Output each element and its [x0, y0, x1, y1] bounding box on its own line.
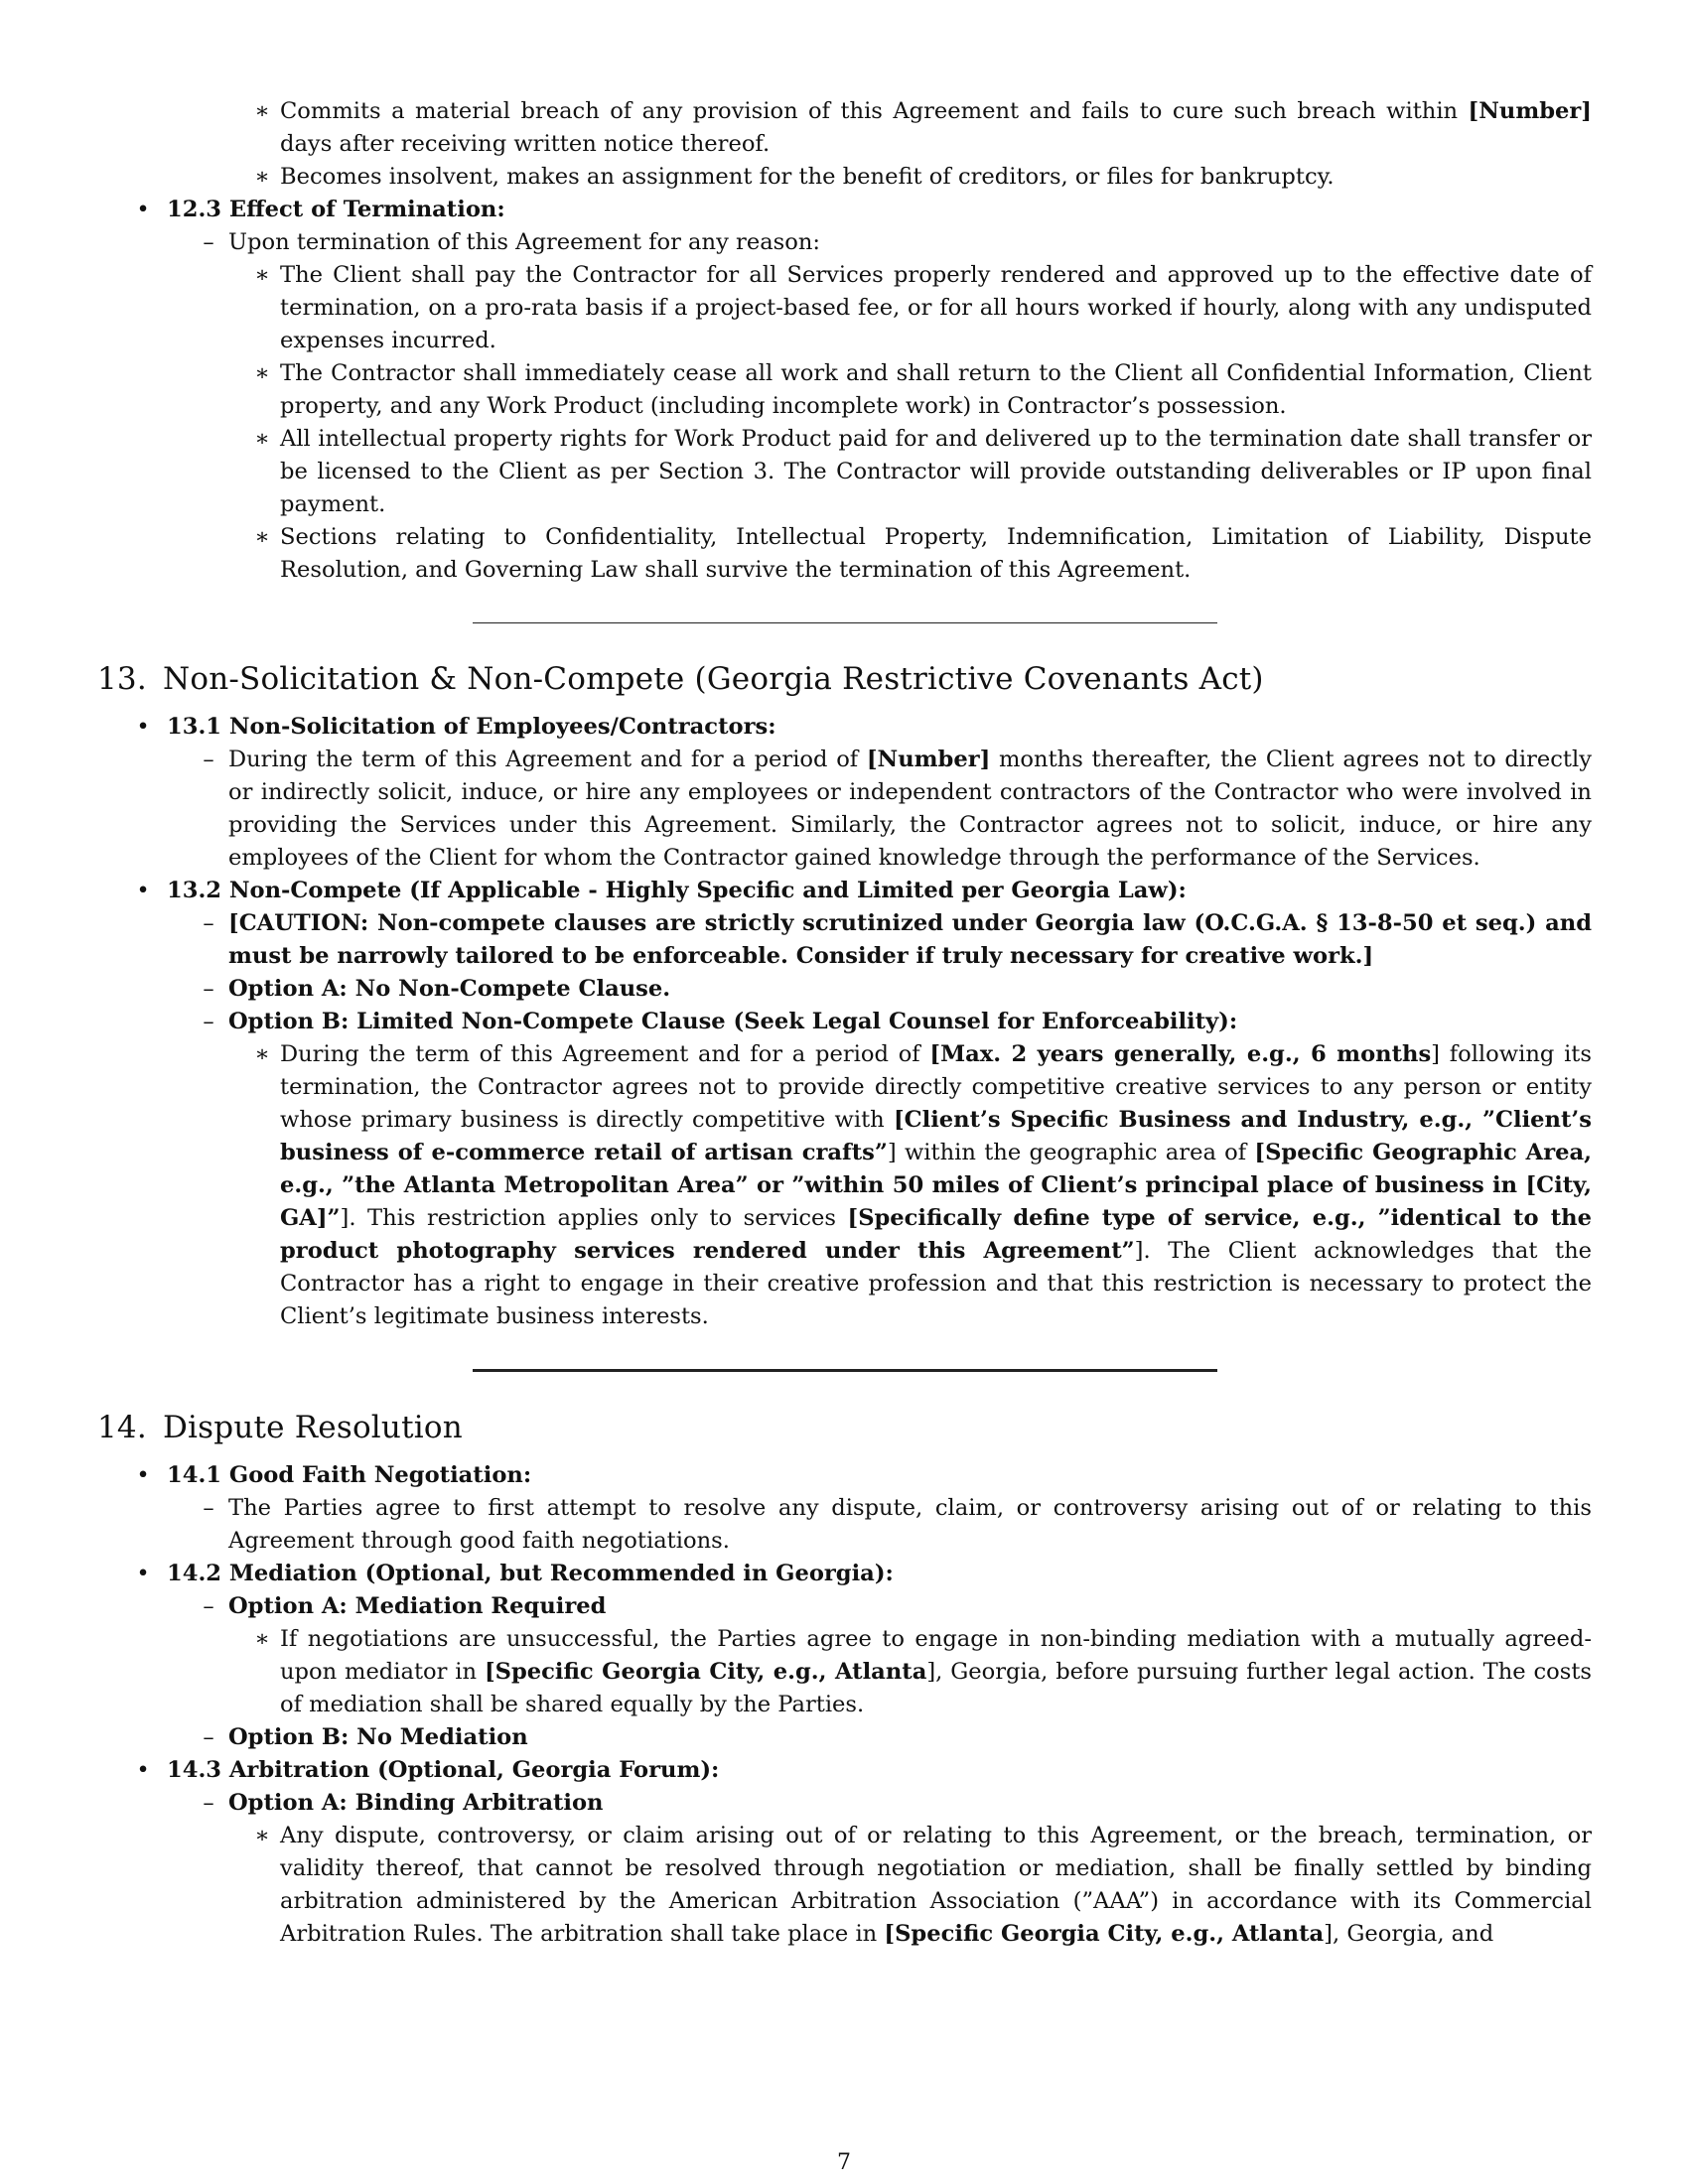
list-item: ∗ Sections relating to Confidentiality, Intellectual Property, Indemnification, Limitation of Liability, Dispute Resolution, and Governing Law shall survive the termination of this Agreement. — [97, 521, 1592, 587]
star-marker: ∗ — [254, 1626, 270, 1652]
star-marker: ∗ — [254, 164, 270, 190]
dash-marker: – — [203, 910, 214, 936]
list-item: ∗ Any dispute, controversy, or claim arising out of or relating to this Agreement, or the breach, termination, or validity thereof, that cannot be resolved through negotiation or mediation, shall be finally settled by binding arbitration administered by the American Arbitration Association (”AAA”) in accordance with its Commercial Arbitration Rules. The arbitration shall take place in [Specific Georgia City, e.g., Atlanta], Georgia, and — [97, 1820, 1592, 1951]
option-heading: – Option A: No Non-Compete Clause. — [97, 973, 1592, 1006]
list-item: ∗ Becomes insolvent, makes an assignment for the benefit of creditors, or files for bankruptcy. — [97, 161, 1592, 194]
list-item: ∗ All intellectual property rights for Work Product paid for and delivered up to the termination date shall transfer or be licensed to the Client as per Section 3. The Contractor will provide outstanding deliverables or IP upon final payment. — [97, 423, 1592, 521]
star-marker: ∗ — [254, 524, 270, 550]
dash-marker: – — [203, 1593, 214, 1619]
section-heading: 13. Non-Solicitation & Non-Compete (Georgia Restrictive Covenants Act) — [97, 661, 1264, 697]
section-divider — [473, 1369, 1217, 1372]
list-item: ∗ During the term of this Agreement and for a period of [Max. 2 years generally, e.g., 6 months] following its termination, the Contractor agrees not to provide directly competitive creative services to any person or entity whose primary business is directly competitive with [Client’s Specific Business and Industry, e.g., ”Client’s business of e-commerce retail of artisan crafts”] within the geographic area of [Specific Geographic Area, e.g., ”the Atlanta Metropolitan Area” or ”within 50 miles of Client’s principal place of business in [City, GA]”]. This restriction applies only to services [Specifically define type of service, e.g., ”identical to the product photography services rendered under this Agreement”]. The Client acknowledges that the Contractor has a right to engage in their creative profession and that this restriction is necessary to protect the Client’s legitimate business interests. — [97, 1038, 1592, 1333]
subsection-heading: • 14.2 Mediation (Optional, but Recommended in Georgia): — [97, 1558, 1592, 1590]
subsection-heading: • 13.1 Non-Solicitation of Employees/Contractors: — [97, 711, 1592, 744]
star-marker: ∗ — [254, 360, 270, 386]
option-heading: – Option B: Limited Non-Compete Clause (Seek Legal Counsel for Enforceability): — [97, 1006, 1592, 1038]
section-divider — [473, 622, 1217, 623]
page-number: 7 — [837, 2150, 851, 2175]
dash-marker: – — [203, 976, 214, 1002]
list-item: – Upon termination of this Agreement for any reason: — [97, 226, 1592, 259]
list-item: ∗ Commits a material breach of any provision of this Agreement and fails to cure such breach within [Number] days after receiving written notice thereof. — [97, 95, 1592, 161]
section-heading: 14. Dispute Resolution — [97, 1410, 463, 1445]
star-marker: ∗ — [254, 98, 270, 124]
dash-marker: – — [203, 1009, 214, 1034]
option-heading: – Option A: Binding Arbitration — [97, 1787, 1592, 1820]
bullet-marker: • — [136, 1757, 150, 1783]
caution-note: – [CAUTION: Non-compete clauses are strictly scrutinized under Georgia law (O.C.G.A. § 13-8-50 et seq.) and must be narrowly tailored to be enforceable. Consider if truly necessary for creative work.] — [97, 907, 1592, 973]
subsection-heading: • 14.1 Good Faith Negotiation: — [97, 1459, 1592, 1492]
bullet-marker: • — [136, 1462, 150, 1488]
subsection-heading: • 12.3 Effect of Termination: — [97, 194, 1592, 226]
document-page — [97, 95, 1592, 1951]
star-marker: ∗ — [254, 1041, 270, 1067]
list-item: – During the term of this Agreement and for a period of [Number] months thereafter, the Client agrees not to directly or indirectly solicit, induce, or hire any employees or independent contractors of the Contractor who were involved in providing the Services under this Agreement. Similarly, the Contractor agrees not to solicit, induce, or hire any employees of the Client for whom the Contractor gained knowledge through the performance of the Services. — [97, 744, 1592, 875]
list-item: ∗ The Contractor shall immediately cease all work and shall return to the Client all Confidential Information, Client property, and any Work Product (including incomplete work) in Contractor’s possession. — [97, 357, 1592, 423]
list-item: – The Parties agree to first attempt to resolve any dispute, claim, or controversy arising out of or relating to this Agreement through good faith negotiations. — [97, 1492, 1592, 1558]
option-heading: – Option B: No Mediation — [97, 1721, 1592, 1754]
bullet-marker: • — [136, 1561, 150, 1586]
star-marker: ∗ — [254, 1823, 270, 1848]
dash-marker: – — [203, 1495, 214, 1521]
option-heading: – Option A: Mediation Required — [97, 1590, 1592, 1623]
subsection-heading: • 13.2 Non-Compete (If Applicable - Highly Specific and Limited per Georgia Law): — [97, 875, 1592, 907]
dash-marker: – — [203, 1724, 214, 1750]
list-item: ∗ If negotiations are unsuccessful, the Parties agree to engage in non-binding mediation with a mutually agreed-upon mediator in [Specific Georgia City, e.g., Atlanta], Georgia, before pursuing further legal action. The costs of mediation shall be shared equally by the Parties. — [97, 1623, 1592, 1721]
star-marker: ∗ — [254, 262, 270, 288]
star-marker: ∗ — [254, 426, 270, 452]
dash-marker: – — [203, 229, 214, 255]
dash-marker: – — [203, 1790, 214, 1816]
subsection-heading: • 14.3 Arbitration (Optional, Georgia Forum): — [97, 1754, 1592, 1787]
list-item: ∗ The Client shall pay the Contractor for all Services properly rendered and approved up to the effective date of termination, on a pro-rata basis if a project-based fee, or for all hours worked if hourly, along with any undisputed expenses incurred. — [97, 259, 1592, 357]
dash-marker: – — [203, 747, 214, 772]
bullet-marker: • — [136, 878, 150, 903]
bullet-marker: • — [136, 714, 150, 740]
bullet-marker: • — [136, 197, 150, 222]
